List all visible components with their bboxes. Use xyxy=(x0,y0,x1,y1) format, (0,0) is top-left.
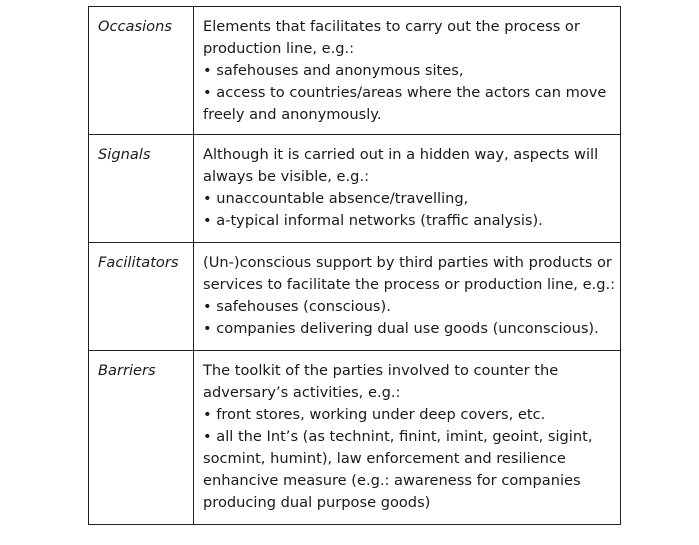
description-line: services to facilitate the process or production line, e.g.: xyxy=(203,276,616,293)
description-line: freely and anonymously. xyxy=(203,106,382,123)
table-row-facilitators xyxy=(89,243,621,351)
bullet-line: • safehouses (conscious). xyxy=(203,298,391,315)
description-cell-barriers xyxy=(194,351,621,525)
table-row-occasions xyxy=(89,7,621,135)
description-line: always be visible, e.g.: xyxy=(203,168,369,185)
description-cell-signals xyxy=(194,135,621,243)
bullet-line: • front stores, working under deep covers, etc. xyxy=(203,406,546,423)
terms-table xyxy=(88,6,621,525)
description-line: Although it is carried out in a hidden way, aspects will xyxy=(203,146,599,163)
bullet-line: • unaccountable absence/travelling, xyxy=(203,190,469,207)
bullet-line: • access to countries/areas where the actors can move xyxy=(203,84,607,101)
description-line: producing dual purpose goods) xyxy=(203,494,431,511)
description-line: The toolkit of the parties involved to counter the xyxy=(203,362,559,379)
table-row-signals xyxy=(89,135,621,243)
term-cell-occasions: Occasions xyxy=(89,7,194,135)
description-line: production line, e.g.: xyxy=(203,40,355,57)
description-line: socmint, humint), law enforcement and resilience xyxy=(203,450,566,467)
description-line: enhancive measure (e.g.: awareness for companies xyxy=(203,472,581,489)
description-line: Elements that facilitates to carry out the process or xyxy=(203,18,580,35)
description-cell-facilitators xyxy=(194,243,621,351)
bullet-line: • companies delivering dual use goods (unconscious). xyxy=(203,320,599,337)
term-cell-signals: Signals xyxy=(89,135,194,243)
bullet-line: • all the Int’s (as technint, finint, imint, geoint, sigint, xyxy=(203,428,593,445)
term-cell-barriers: Barriers xyxy=(89,351,194,525)
description-line: (Un-)conscious support by third parties with products or xyxy=(203,254,612,271)
table-row-barriers xyxy=(89,351,621,525)
description-cell-occasions xyxy=(194,7,621,135)
term-cell-facilitators: Facilitators xyxy=(89,243,194,351)
bullet-line: • a-typical informal networks (traffic analysis). xyxy=(203,212,543,229)
description-line: adversary’s activities, e.g.: xyxy=(203,384,401,401)
bullet-line: • safehouses and anonymous sites, xyxy=(203,62,464,79)
